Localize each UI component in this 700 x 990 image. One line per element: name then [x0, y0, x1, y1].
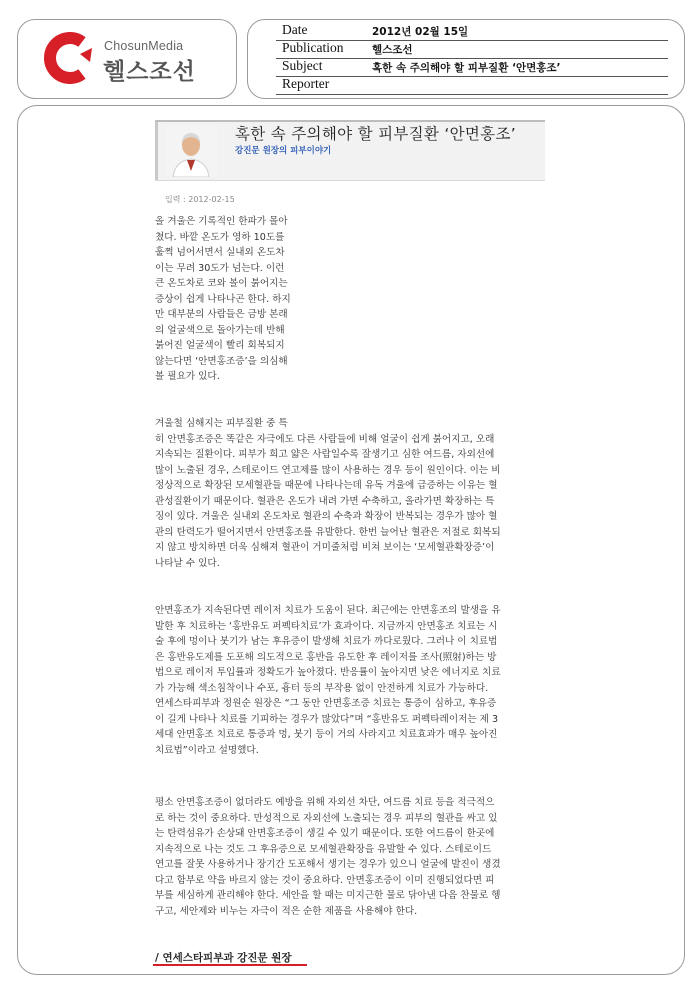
text-line: 구고, 세안제와 비누는 자극이 적은 순한 제품을 사용해야 한다.: [155, 905, 418, 917]
text-line: 정상적으로 확장된 모세혈관들 때문에 나타나는데 유독 겨울에 급증하는 이유는 혈: [155, 480, 498, 491]
text-line: 세대 안면홍조 치료로 통증과 멍, 붓기 등이 거의 사라지고 치료효과가 매우 높아진: [155, 729, 498, 740]
logo-english-name: ChosunMedia: [104, 39, 184, 53]
logo-korean-name: 헬스조선: [103, 59, 196, 85]
text-line: 부를 세심하게 관리해야 한다. 세안을 할 때는 미지근한 물로 닦아낸 다음 찬물로 헹: [155, 890, 501, 901]
text-line: 쳤다. 바깥 온도가 영하 10도를: [155, 231, 285, 243]
text-line: 다고 함부로 약을 바르지 않는 것이 중요하다. 안면홍조증이 이미 진행되었다면 피: [155, 874, 495, 886]
text-line: 증상이 쉽게 나타나곤 한다. 하지: [155, 293, 291, 305]
text-line: 연고를 잘못 사용하거나 장기간 도포해서 생기는 경우가 있으니 얼굴에 발진이 생겼: [155, 859, 501, 870]
meta-label: Publication: [282, 40, 344, 55]
text-line: 치료법”이라고 설명했다.: [155, 744, 259, 756]
meta-label: Reporter: [282, 76, 330, 91]
text-line: 관의 탄력도가 떨어지면서 안면홍조를 유발한다. 한번 늘어난 혈관은 저절로 회복되: [155, 526, 501, 538]
article-title: 혹한 속 주의해야 할 피부질환 ‘안면홍조’: [235, 125, 516, 143]
text-line: 평소 안면홍조증이 없더라도 예방을 위해 자외선 차단, 여드름 치료 등을 적극적으: [155, 797, 495, 808]
meta-value: 혹한 속 주의해야 할 피부질환 ‘안면홍조’: [372, 62, 561, 74]
text-line: 은 홍반유도제를 도포해 의도적으로 홍반을 유도한 후 레이저를 조사(照射)하는 방: [155, 651, 497, 663]
article-date: 입력 : 2012-02-15: [165, 195, 235, 204]
text-line: 법으로 레이저 투입률과 정확도가 높아졌다. 반응률이 높아지면 낮은 에너지로 치료: [155, 667, 501, 678]
text-line: 징이 있다. 겨울은 실내외 온도차로 혈관의 수축과 확장이 반복되는 경우가 많아 혈: [155, 511, 498, 522]
article-header: [155, 120, 545, 181]
article-signature: / 연세스타피부과 강진문 원장: [155, 952, 292, 964]
text-line: 안면홍조가 지속된다면 레이저 치료가 도움이 된다. 최근에는 안면홍조의 발생을 유: [155, 605, 501, 616]
text-line: 겨울철 심해지는 피부질환 중 특: [155, 418, 288, 429]
text-line: 올 겨울은 기록적인 한파가 몰아: [155, 216, 288, 227]
meta-row-date: [276, 22, 668, 41]
text-line: 붉어진 얼굴색이 빨리 회복되지: [155, 340, 285, 351]
text-line: 지속되는 질환이다. 피부가 희고 얇은 사람일수록 잘생기고 심한 여드름, 자외선에: [155, 449, 495, 460]
meta-row-subject: [276, 58, 668, 77]
text-line: 나타날 수 있다.: [155, 557, 220, 569]
text-line: 훌쩍 넘어서면서 실내외 온도차: [155, 247, 285, 258]
text-line: 술 후에 멍이나 붓기가 남는 후유증이 발생해 치료가 까다로웠다. 그러나 이 치료법: [155, 636, 498, 647]
text-line: 이 길게 나타나 치료를 기피하는 경우가 많았다”며 “홍반유도 퍼펙타레이저는 제 3: [155, 713, 499, 725]
header-accent-bar: [155, 122, 158, 180]
signature-underline: [153, 964, 307, 966]
text-line: 는 탄력섬유가 손상돼 안면홍조증이 생길 수 있기 때문이다. 또한 여드름이 한곳에: [155, 828, 495, 839]
text-line: 가 가능해 색소침착이나 수포, 흉터 등의 부작용 없이 안전하게 치료가 가능하다.: [155, 682, 489, 694]
text-line: 지속적으로 나는 것도 그 후유증으로 모세혈관확장을 유발할 수 있다. 스테로이드: [155, 843, 492, 855]
text-line: 만 대부분의 사람들은 금방 본래: [155, 309, 288, 320]
chosun-logo-icon: [42, 32, 94, 84]
logo-box: [17, 19, 237, 99]
text-line: 관성질환이기 때문이다. 혈관은 온도가 내려 가면 수축하고, 올라가면 확장하는 특: [155, 495, 495, 507]
column-name: 강진문 원장의 피부이야기: [235, 146, 332, 156]
text-line: 의 얼굴색으로 돌아가는데 반해: [155, 324, 285, 336]
text-line: 연세스타피부과 정원순 원장은 “그 동안 안면홍조증 치료는 통증이 심하고, 후유증: [155, 698, 497, 709]
meta-box: [247, 19, 685, 99]
article-paragraph-intro: [155, 214, 291, 385]
text-line: 발한 후 치료하는 ‘홍반유도 퍼펙타치료’가 효과이다. 지금까지 안면홍조 치료는 시: [155, 620, 498, 632]
meta-value: 2012년 02월 15일: [372, 26, 469, 38]
doctor-portrait-icon: [165, 125, 217, 177]
article-paragraph-3: [155, 603, 501, 758]
meta-row-publication: [276, 40, 668, 59]
text-line: 볼 필요가 있다.: [155, 371, 220, 382]
meta-value: 헬스조선: [372, 44, 413, 56]
meta-row-reporter: [276, 76, 668, 95]
text-line: 지 않고 방치하면 더욱 심해져 혈관이 거미줄처럼 비쳐 보이는 ‘모세혈관확장증’이: [155, 542, 495, 553]
article-paragraph-2: [155, 416, 501, 571]
text-line: 큰 온도차로 코와 볼이 붉어지는: [155, 278, 288, 289]
text-line: 많이 노출된 경우, 스테로이드 연고제를 많이 사용하는 경우 등이 원인이다. 이는 비: [155, 464, 501, 476]
text-line: 로 하는 것이 중요하다. 만성적으로 자외선에 노출되는 경우 피부의 혈관을 싸고 있: [155, 812, 498, 824]
article-paragraph-4: [155, 795, 501, 919]
text-line: 이는 무려 30도가 넘는다. 이런: [155, 262, 285, 274]
text-line: 않는다면 ‘안면홍조증’을 의심해: [155, 355, 288, 367]
meta-label: Date: [282, 22, 308, 37]
text-line: 히 안면홍조증은 똑같은 자극에도 다른 사람들에 비해 얼굴이 쉽게 붉어지고, 오래: [155, 433, 495, 445]
meta-label: Subject: [282, 58, 323, 73]
